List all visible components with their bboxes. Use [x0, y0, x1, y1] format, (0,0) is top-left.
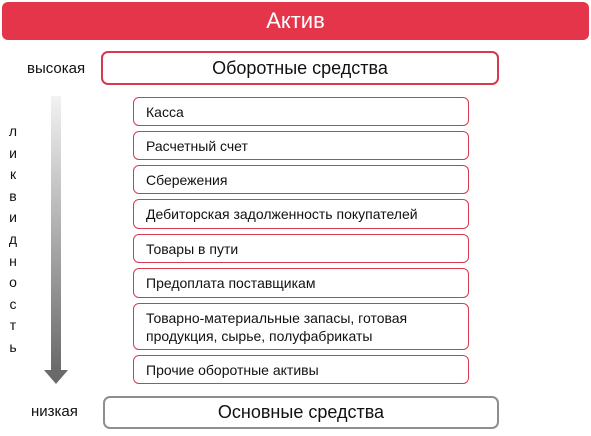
current-assets-label: Оборотные средства: [212, 57, 388, 78]
current-assets-box: [101, 51, 499, 85]
asset-header: [2, 2, 589, 40]
asset-header-title: Актив: [266, 8, 325, 33]
low-liquidity-label: низкая: [31, 403, 78, 420]
liquidity-vertical-word: [6, 121, 20, 359]
item-label: Касса: [146, 103, 184, 120]
axis-letter: и: [9, 209, 17, 226]
item-supplier-prepayment: [133, 268, 469, 298]
arrow-shaft: [51, 96, 61, 370]
axis-letter: д: [8, 230, 18, 247]
item-label: Товары в пути: [146, 240, 239, 257]
arrow-head: [44, 370, 68, 384]
item-savings: [133, 165, 469, 194]
axis-letter: т: [9, 317, 17, 334]
axis-letter: о: [9, 274, 17, 291]
item-other-current-assets: [133, 355, 469, 384]
item-accounts-receivable: [133, 199, 469, 229]
axis-letter: ь: [9, 338, 17, 355]
item-label: Предоплата поставщикам: [146, 275, 316, 291]
axis-letter: л: [8, 123, 18, 139]
item-cash: [133, 97, 469, 126]
axis-letter: в: [9, 187, 17, 204]
liquidity-arrow: [42, 96, 72, 386]
item-label: Сбережения: [146, 171, 228, 188]
item-label: Дебиторская задолженность покупателей: [146, 206, 418, 222]
item-label: Прочие оборотные активы: [146, 361, 319, 378]
item-label: Товарно-материальные запасы, готовая продукция, сырье, полуфабрикаты: [146, 309, 408, 344]
item-checking-account: [133, 131, 469, 160]
high-liquidity-label: высокая: [27, 60, 86, 77]
axis-letter: к: [9, 166, 17, 183]
item-label: Расчетный счет: [146, 137, 248, 154]
item-inventories: [133, 303, 469, 350]
axis-letter: с: [9, 295, 17, 312]
item-goods-in-transit: [133, 234, 469, 263]
fixed-assets-label: Основные средства: [217, 402, 385, 422]
fixed-assets-box: [103, 396, 499, 429]
axis-letter: и: [9, 144, 17, 161]
axis-letter: н: [9, 252, 17, 269]
